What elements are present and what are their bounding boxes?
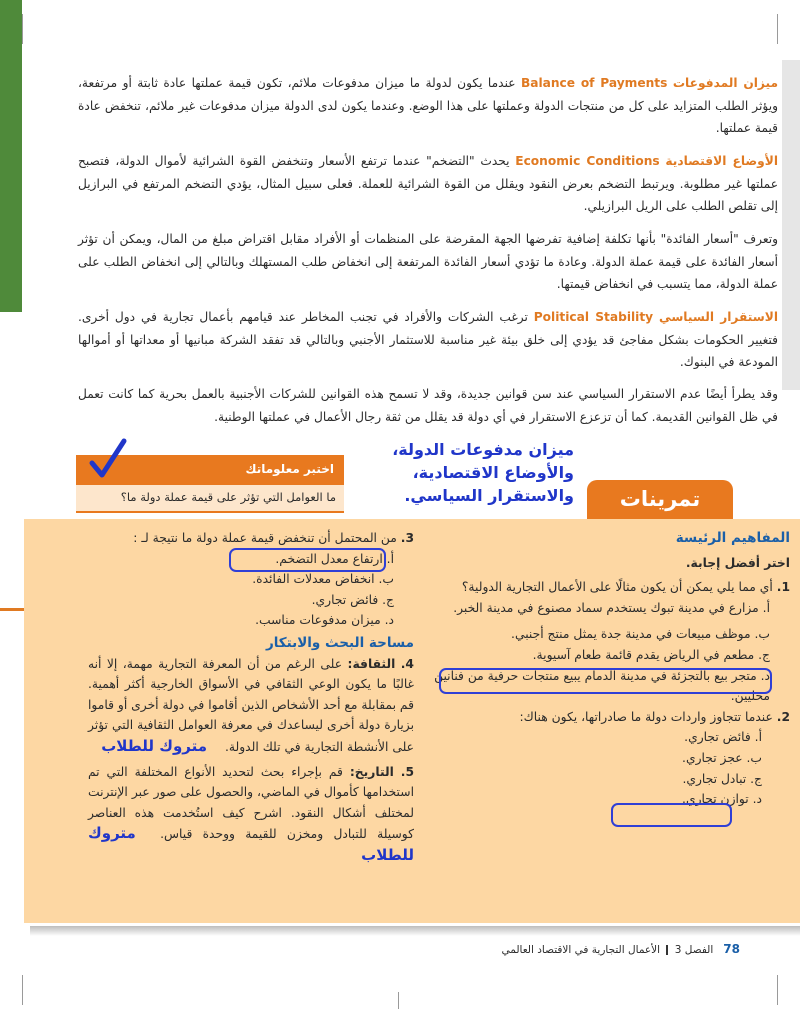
highlight-box-q1-answer <box>439 668 772 694</box>
green-margin-bar <box>0 0 22 312</box>
term-arabic: ميزان المدفوعات <box>672 76 779 90</box>
exercises-tab: تمرينات <box>587 480 733 520</box>
term-arabic: الأوضاع الاقتصادية <box>665 154 778 168</box>
check-box-question: ما العوامل التي تؤثر على قيمة عملة دولة ما؟ <box>76 485 344 513</box>
question-number: 2. <box>776 709 790 724</box>
crop-mark <box>777 14 778 44</box>
question-label: الثقافة: <box>347 656 396 671</box>
crop-mark <box>398 992 399 1009</box>
paragraph-balance-of-payments <box>78 72 778 140</box>
question-text: من المحتمل أن تنخفض قيمة عملة دولة ما نتيجة لـ : <box>133 531 397 545</box>
answer-option: ج. تبادل تجاري. <box>682 771 762 786</box>
exercises-left-column <box>88 528 414 867</box>
handwritten-answer-line: والاستقرار السياسي. <box>404 486 574 505</box>
crop-mark <box>22 14 23 44</box>
check-your-knowledge-box <box>76 455 344 513</box>
highlight-box-q3-answer <box>229 548 386 572</box>
question-3 <box>88 528 414 549</box>
paragraph-text: وتعرف "أسعار الفائدة" بأنها تكلفة إضافية تفرضها الجهة المقرضة على المنظمات أو الأفراد مقابل اقتراض مبلغ من المال، ويمكن أن تؤثر أسعار الفائدة على قيمة عملة الدولة. وعادة ما تؤدي أسعار الفائدة المرتفعة إلى انخفاض طلب المستهلك وبالتالي إلى انخفاض الطلب على عملة الدولة، مما يتسبب في انخفاض قيمتها. <box>78 232 778 291</box>
answer-option: ج. فائض تجاري. <box>311 592 394 607</box>
question-number: 3. <box>400 531 414 545</box>
research-heading: مساحة البحث والابتكار <box>265 634 414 651</box>
handwritten-note: متروك للطلاب <box>101 736 208 755</box>
main-concepts-heading: المفاهيم الرئيسة <box>675 530 790 546</box>
question-1 <box>418 577 790 598</box>
answer-option: د. توازن تجاري. <box>682 792 762 807</box>
question-text: على الرغم من أن المعرفة التجارية مهمة، إلا أنه غالبًا ما يكون الوعي الثقافي في الأسواق الخارجية أكثر أهمية. قم بمقابلة مع أحد الأشخاص الذين أقاموا في دولة أخرى أو قاموا بزيارة دولة أخرى ليساعدك في معرفة العوامل الثقافية التي تؤثر على الأنشطة التجارية في تلك الدولة. <box>88 656 414 754</box>
crop-mark <box>777 975 778 1005</box>
question-text: قم بإجراء بحث لتحديد الأنواع المختلفة التي تم استخدامها كأموال في الماضي، والحصول على صور عبر الإنترنت لمختلف أشكال النقود. اشرح كيف استُخدمت هذه العناصر كوسيلة للتبادل ومخزن للقيمة ووحدة قياس. <box>88 764 414 842</box>
highlight-box-q2-answer <box>611 803 732 827</box>
right-margin-bar <box>782 60 800 390</box>
paragraph-text: ترغب الشركات والأفراد في تجنب المخاطر عند قيامهم بأعمال تجارية في دول أخرى. فتغيير الحكومات بشكل مفاجئ قد يؤدي إلى خلق بيئة غير مناسبة للاستثمار الأجنبي وبالتالي قد تفقد الشركة مبانيها أو معداتها أو أموالها المودعة في البنوك. <box>78 310 778 369</box>
paragraph-text: وقد يطرأ أيضًا عدم الاستقرار السياسي عند سن قوانين جديدة، وقد لا تسمح هذه القوانين للشركات الأجنبية بالعمل بحرية كما كانت تعمل في ظل القوانين القديمة. كما أن تزعزع الاستقرار في أي دولة قد يقلل من ثقة رجال الأعمال في عملتها الوطنية. <box>78 387 778 424</box>
orange-margin-tick <box>0 608 26 611</box>
handwritten-note: متروك للطلاب <box>88 824 414 864</box>
answer-option: أ. فائض تجاري. <box>684 730 762 745</box>
instruction-text: اختر أفضل إجابة. <box>685 555 790 570</box>
crop-mark <box>22 975 23 1005</box>
answer-option: ب. موظف مبيعات في مدينة جدة يمثل منتج أجنبي. <box>511 627 770 642</box>
paragraph-new-laws <box>78 383 778 428</box>
question-number: 4. <box>400 656 414 671</box>
answer-option: ب. عجز تجاري. <box>682 750 762 765</box>
handwritten-answer-line: ميزان مدفوعات الدولة، <box>392 440 574 459</box>
answer-option: ج. مطعم في الرياض يقدم قائمة طعام آسيوية. <box>532 647 770 662</box>
term-arabic: الاستقرار السياسي <box>658 310 778 324</box>
answer-option: د. متجر بيع بالتجزئة في مدينة الدمام يبيع منتجات حرفية من فنانين محليين. <box>434 668 770 704</box>
page-footer <box>470 942 740 956</box>
panel-shadow <box>30 926 800 936</box>
chapter-label: الفصل 3 <box>674 944 714 956</box>
checkmark-icon <box>88 437 128 481</box>
handwritten-answer-line: والأوضاع الاقتصادية، <box>412 463 574 482</box>
question-number: 1. <box>776 580 790 595</box>
check-box-title: اختبر معلوماتك <box>76 455 344 485</box>
term-english: Balance of Payments <box>520 76 668 90</box>
paragraph-economic-conditions <box>78 150 778 218</box>
paragraph-text: عندما يكون لدولة ما ميزان مدفوعات ملائم، تكون قيمة عملتها عادة ثابتة أو مرتفعة، ويؤثر الطلب المتزايد على كل من منتجات الدولة وعملتها على هذا الوضع. وعندما يكون لدى الدولة ميزان مدفوعات غير ملائم، تنخفض عادة قيمة عملتها. <box>78 76 778 135</box>
footer-separator <box>666 945 668 955</box>
answer-option: د. ميزان مدفوعات مناسب. <box>255 613 394 628</box>
paragraph-text: يحدث "التضخم" عندما ترتفع الأسعار وتنخفض القوة الشرائية لأموال الدولة، فتصبح عملتها غير مطلوبة. ويرتبط التضخم بعرض النقود ويقلل من القوة الشرائية للعملة. فعلى سبيل المثال، يؤدي التضخم المرتفع في البرازيل إلى تقلص الطلب على الريل البرازيلي. <box>78 154 778 213</box>
term-english: Economic Conditions <box>515 154 660 168</box>
question-text: أي مما يلي يمكن أن يكون مثالًا على الأعمال التجارية الدولية؟ <box>461 580 773 595</box>
chapter-title: الأعمال التجارية في الاقتصاد العالمي <box>501 944 661 956</box>
question-label: التاريخ: <box>349 764 394 779</box>
question-4 <box>88 654 414 758</box>
paragraph-interest-rates <box>78 228 778 296</box>
question-text: عندما تتجاوز واردات دولة ما صادراتها، يكون هناك: <box>519 709 773 724</box>
question-5 <box>88 762 414 867</box>
question-number: 5. <box>400 764 414 779</box>
question-2 <box>418 707 790 728</box>
answer-option: أ. مزارع في مدينة تبوك يستخدم سماد مصنوع في مدينة الخبر. <box>453 600 770 615</box>
term-english: Political Stability <box>533 310 654 324</box>
paragraph-political-stability <box>78 306 778 374</box>
answer-option: أ. ارتفاع معدل التضخم. <box>275 551 394 566</box>
page-number: 78 <box>723 942 740 956</box>
handwritten-answer <box>344 438 574 507</box>
answer-option: ب. انخفاض معدلات الفائدة. <box>252 572 394 587</box>
